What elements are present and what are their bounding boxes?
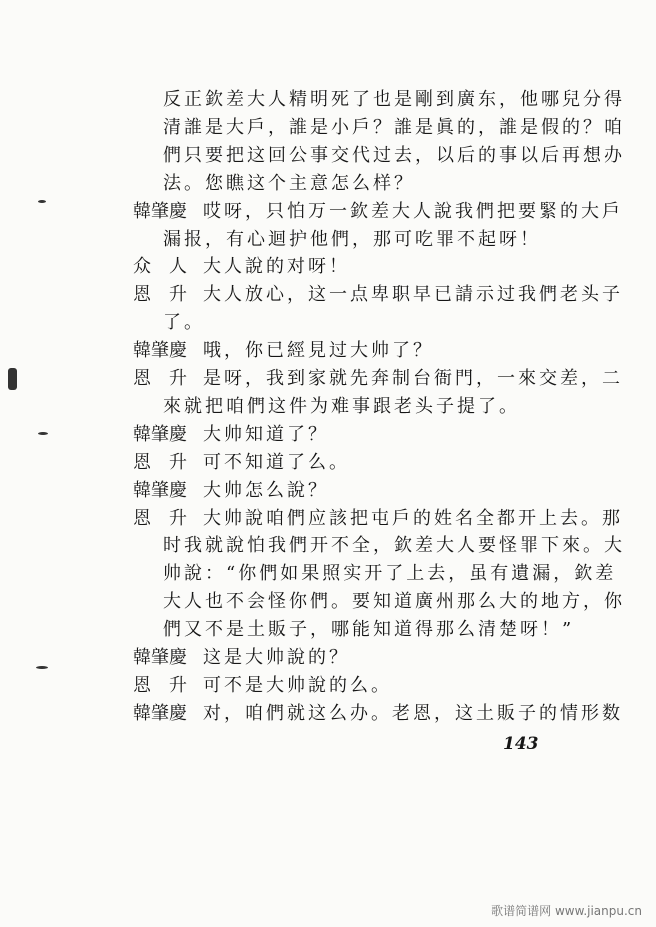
dialogue-text: 清誰是大戶，誰是小戶？誰是眞的，誰是假的？咱: [163, 116, 625, 138]
dialogue-text: 們又不是土販子，哪能知道得那么清楚呀！”: [163, 619, 575, 641]
dialogue-text: 了。: [163, 312, 205, 334]
speaker-name: 恩 升: [133, 368, 187, 389]
dialogue-text: 可不是大帅說的么。: [203, 674, 392, 696]
dialogue-text: 可不知道了么。: [203, 451, 350, 473]
dialogue-text: 大人放心，这一点卑职早已請示过我們老头子: [203, 284, 623, 306]
speaker-name: 众 人: [133, 256, 187, 278]
speaker-name: 韓肇慶: [133, 423, 187, 445]
speaker-name: 恩 升: [133, 507, 187, 529]
dialogue-text: 漏报，有心迴护他們，那可吃罪不起呀！: [163, 228, 541, 250]
speaker-name: 恩 升: [133, 451, 187, 473]
dialogue-text: 大人說的对呀！: [203, 256, 350, 278]
dialogue-text: 帅說：“你們如果照实开了上去，虽有遺漏，欽差: [163, 563, 617, 585]
dialogue-text: 大帅怎么說？: [203, 479, 329, 501]
dialogue-text: 是呀，我到家就先奔制台衙門，一來交差，二: [203, 368, 623, 389]
speaker-name: 韓肇慶: [133, 340, 187, 362]
speaker-name: 韓肇慶: [133, 200, 187, 222]
watermark: 歌谱简谱网 www.jianpu.cn: [491, 904, 642, 918]
dialogue-text: 反正欽差大人精明死了也是剛到廣东，他哪兒分得: [163, 89, 625, 110]
dialogue-text: 大人也不会怪你們。要知道廣州那么大的地方，你: [163, 591, 625, 613]
dialogue-text: 哎呀，只怕万一欽差大人說我們把要緊的大戶: [203, 200, 623, 222]
dialogue-text: 对，咱們就这么办。老恩，这土販子的情形数: [203, 702, 623, 724]
dialogue-text: 大帅說咱們应該把屯戶的姓名全都开上去。那: [203, 507, 623, 529]
page-number: 143: [503, 734, 539, 754]
dialogue-text: 來就把咱們这件为难事跟老头子提了。: [163, 395, 520, 417]
speaker-name: 韓肇慶: [133, 702, 187, 724]
speaker-name: 恩 升: [133, 674, 187, 696]
scan-speck: [36, 666, 48, 669]
scan-speck: [8, 368, 17, 390]
dialogue-text: 这是大帅說的？: [203, 647, 350, 668]
dialogue-text: 哦，你已經見过大帅了？: [203, 340, 434, 362]
dialogue-text: 大帅知道了？: [203, 423, 329, 445]
dialogue-text: 法。您瞧这个主意怎么样？: [163, 172, 415, 194]
dialogue-text: 时我就說怕我們开不全，欽差大人要怪罪下來。大: [163, 535, 625, 557]
speaker-name: 韓肇慶: [133, 479, 187, 501]
speaker-name: 韓肇慶: [133, 647, 187, 668]
scan-speck: [38, 432, 48, 435]
speaker-name: 恩 升: [133, 284, 187, 306]
scan-speck: [38, 200, 46, 203]
dialogue-text: 們只要把这回公事交代过去，以后的事以后再想办: [163, 144, 625, 166]
